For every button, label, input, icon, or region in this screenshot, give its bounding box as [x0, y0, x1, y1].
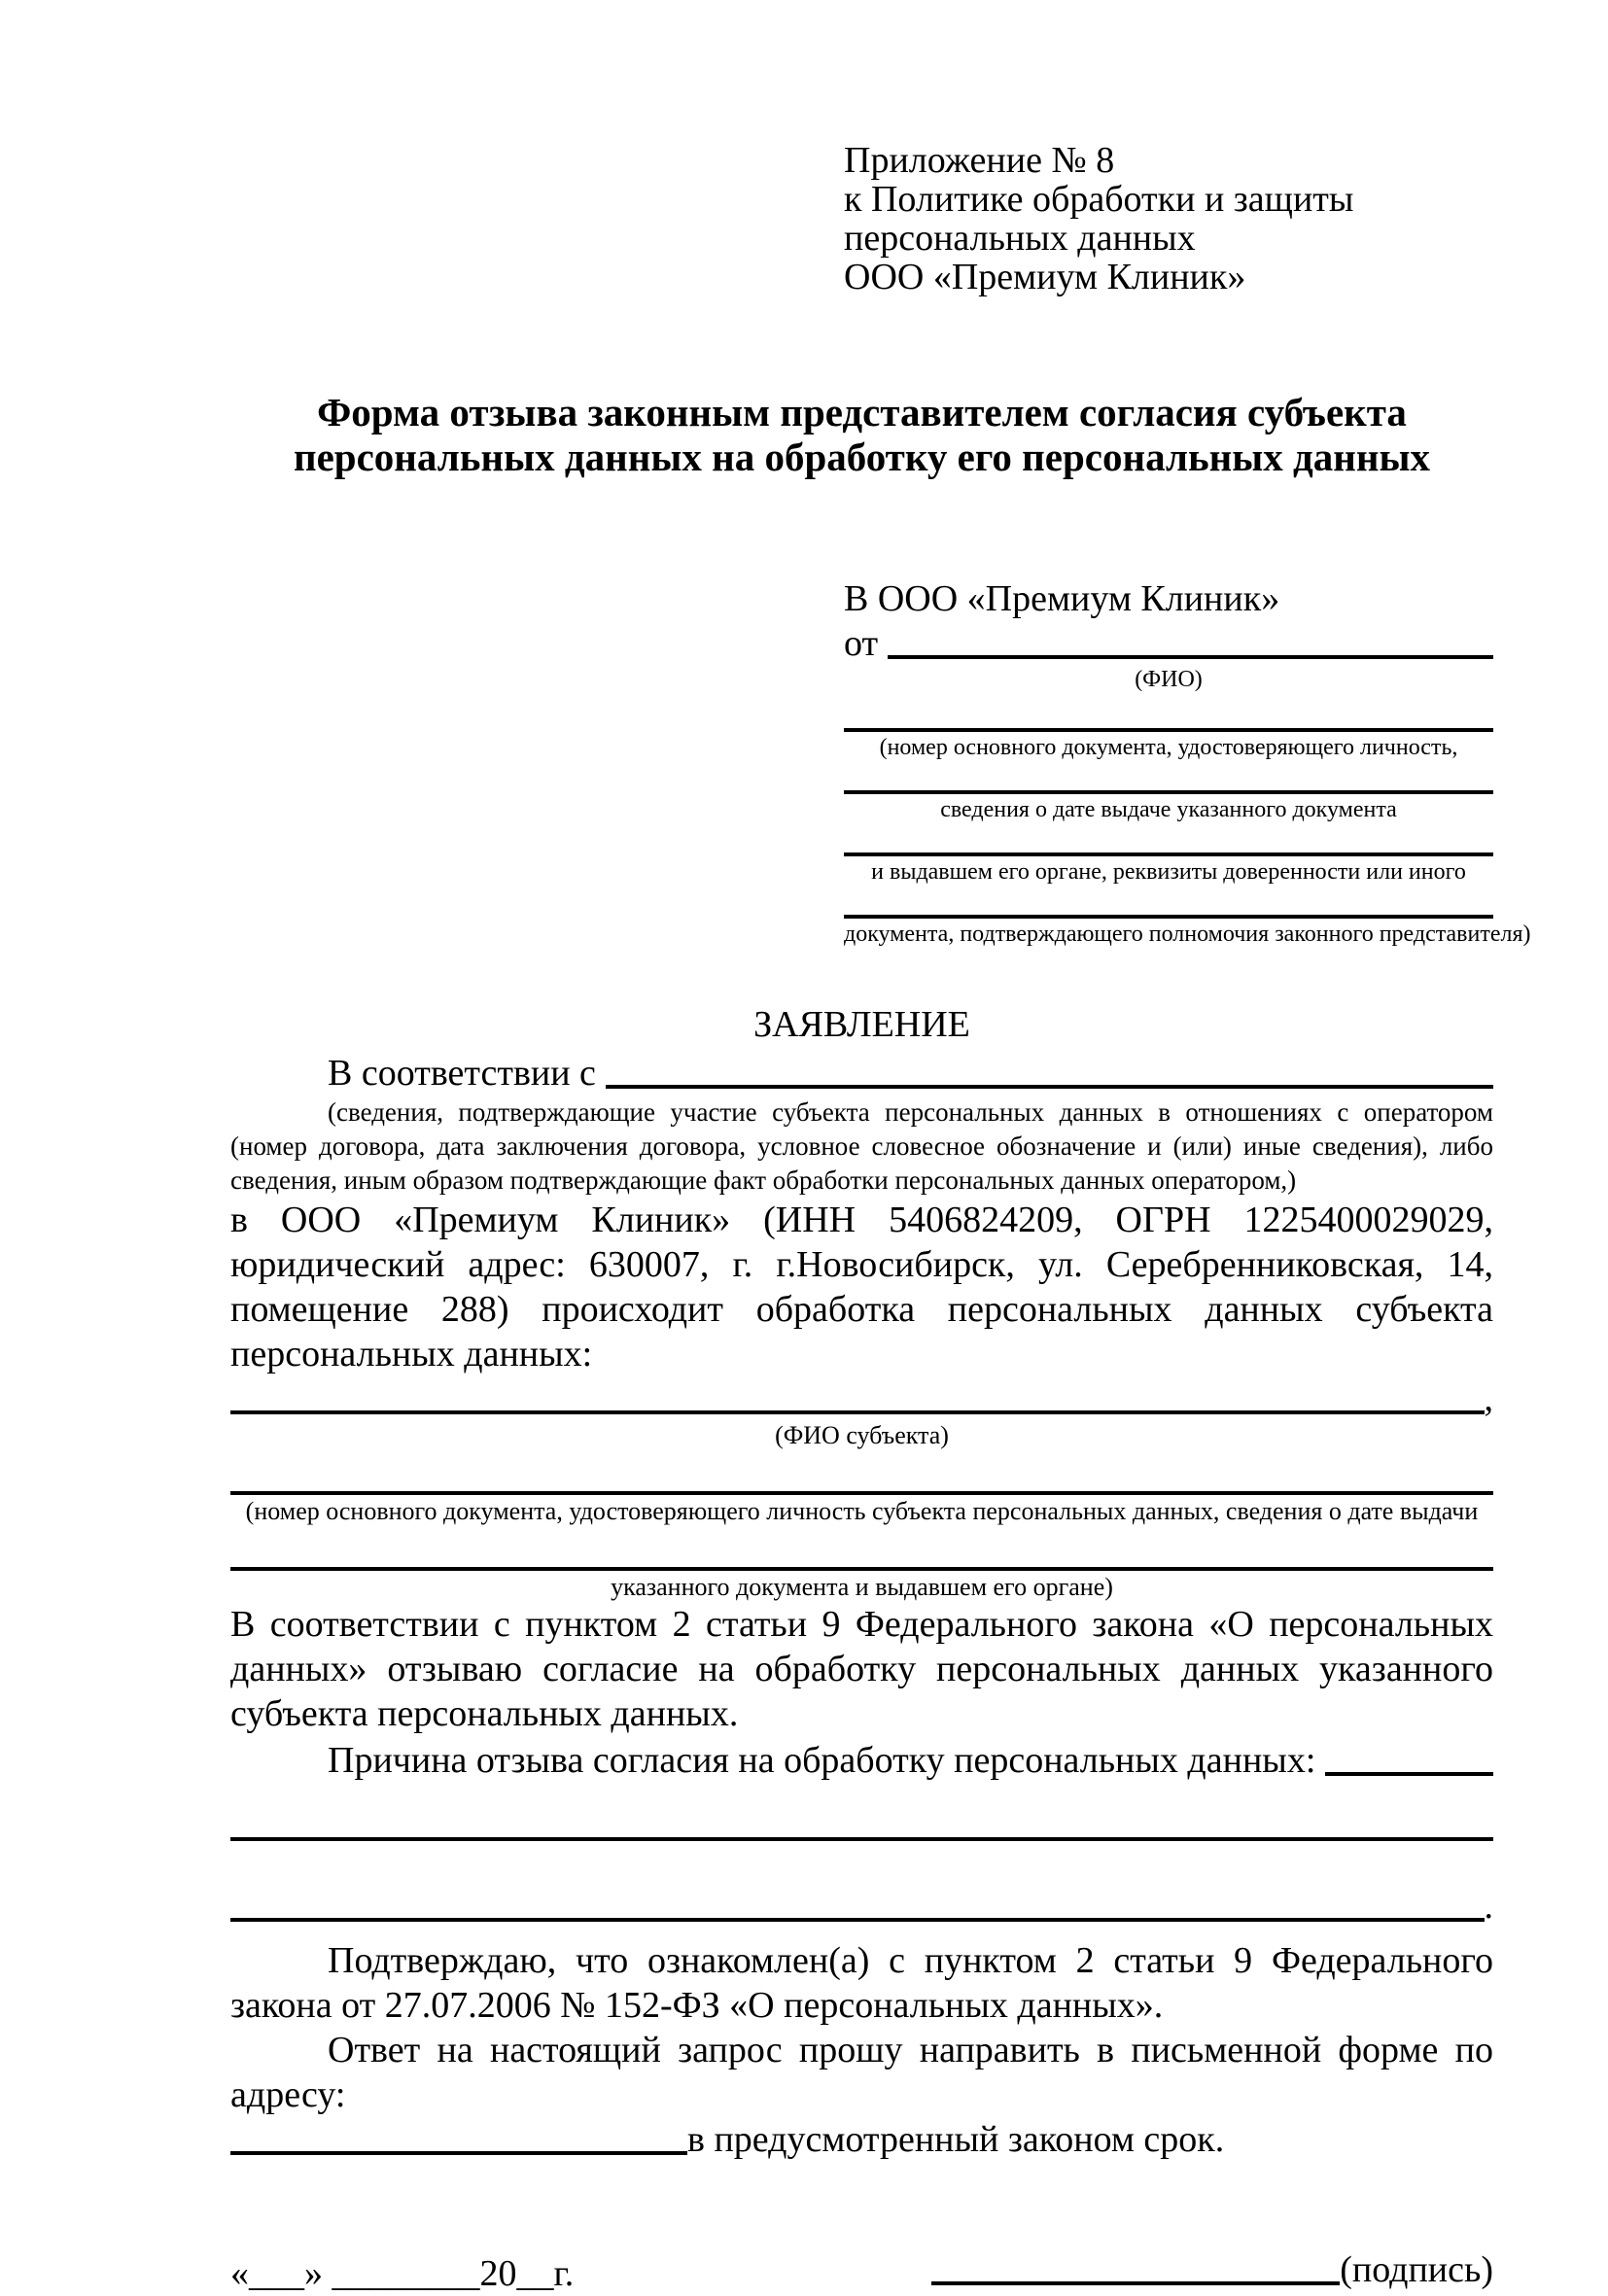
from-row: [844, 621, 1493, 666]
document-title: [230, 390, 1493, 479]
issuing-authority-blank-line: [844, 823, 1493, 856]
footer-row: [230, 2247, 1493, 2296]
issue-date-caption: сведения о дате выдаче указанного документа: [940, 797, 1397, 822]
response-address-blank-line: [230, 2117, 687, 2155]
subject-fio-line-tail: ,: [1484, 1378, 1493, 1419]
subject-fio-caption: (ФИО субъекта): [775, 1421, 949, 1449]
subject-document-caption-2: указанного документа и выдавшем его органе): [611, 1573, 1113, 1601]
subject-document-caption: (номер основного документа, удостоверяющего личность субъекта персональных данных, сведения о дате выдачи: [245, 1497, 1479, 1525]
authority-document-caption: документа, подтверждающего полномочия законного представителя): [844, 922, 1531, 947]
document-number-caption: (номер основного документа, удостоверяющего личность,: [879, 735, 1458, 760]
confirm-paragraph: Подтверждаю, что ознакомлен(а) с пунктом 2 статьи 9 Федерального закона от 27.07.2006 № 152-ФЗ «О персональных данных».: [230, 1940, 1493, 2026]
statement-heading: ЗАЯВЛЕНИЕ: [753, 1004, 970, 1045]
reason-line-tail: .: [1484, 1886, 1493, 1927]
reason-blank-line-3: [230, 1884, 1485, 1922]
signature-blank-line: [931, 2281, 1340, 2285]
subject-fio-row: [230, 1376, 1493, 1421]
subject-fio-blank-line: [230, 1376, 1485, 1414]
issuing-authority-caption: и выдавшем его органе, реквизиты доверенности или иного: [871, 859, 1466, 885]
response-paragraph: Ответ на настоящий запрос прошу направить в письменной форме по адресу:: [230, 2030, 1493, 2115]
withdraw-paragraph: В соответствии с пунктом 2 статьи 9 Федерального закона «О персональных данных» отзываю согласие на обработку персональных данных указанного субъекта персональных данных.: [230, 1604, 1493, 1734]
document-title-line-1: Форма отзыва законным представителем согласия субъекта: [317, 390, 1407, 435]
reason-blank-line-3-row: [230, 1884, 1493, 1929]
response-suffix: в предусмотренный законом срок.: [687, 2119, 1225, 2160]
operator-paragraph: в ООО «Премиум Клиник» (ИНН 5406824209, ОГРН 1225400029029, юридический адрес: 630007, г. г.Новосибирск, ул. Серебренниковская, 14, помещение 288) происходит обработка персональных данных субъекта персональных данных:: [230, 1200, 1493, 1374]
accordance-note: (сведения, подтверждающие участие субъекта персональных данных в отношениях с оператором (номер договора, дата заключения договора, условное словесное обозначение и (или) иные сведения), либо сведения, иным образом подтверждающие факт обработки персональных данных оператором,): [230, 1097, 1493, 1195]
signature-area: [931, 2247, 1493, 2292]
reason-blank-line: [1325, 1738, 1493, 1776]
date-blank: «___» ________20__г.: [230, 2253, 575, 2294]
in-accordance-label: В соответствии с: [328, 1053, 596, 1094]
in-accordance-row: [230, 1051, 1493, 1096]
addressee-block: [844, 576, 1531, 948]
fio-caption: (ФИО): [1135, 667, 1203, 692]
subject-document-blank-line: [230, 1450, 1493, 1495]
reason-blank-line-2: [230, 1783, 1493, 1841]
document-title-line-2: персональных данных на обработку его персональных данных: [293, 435, 1431, 479]
appendix-header: [844, 141, 1493, 296]
appendix-policy-line: к Политике обработки и защиты: [844, 179, 1354, 220]
reason-label: Причина отзыва согласия на обработку персональных данных:: [328, 1740, 1316, 1781]
reason-row: [230, 1738, 1493, 1783]
response-address-row: [230, 2117, 1493, 2162]
authority-document-blank-line: [844, 886, 1493, 919]
in-accordance-blank-line: [606, 1051, 1493, 1089]
subject-document-blank-line-2: [230, 1526, 1493, 1571]
company-name: ООО «Премиум Клиник»: [844, 257, 1246, 297]
from-label: от: [844, 623, 879, 664]
representative-fio-blank-line: [888, 621, 1493, 659]
document-number-blank-line: [844, 693, 1493, 732]
signature-caption: (подпись): [1340, 2249, 1493, 2290]
appendix-policy-line-2: персональных данных: [844, 218, 1196, 259]
addressee-to: В ООО «Премиум Клиник»: [844, 578, 1280, 619]
appendix-number: Приложение № 8: [844, 140, 1115, 181]
issue-date-blank-line: [844, 761, 1493, 794]
